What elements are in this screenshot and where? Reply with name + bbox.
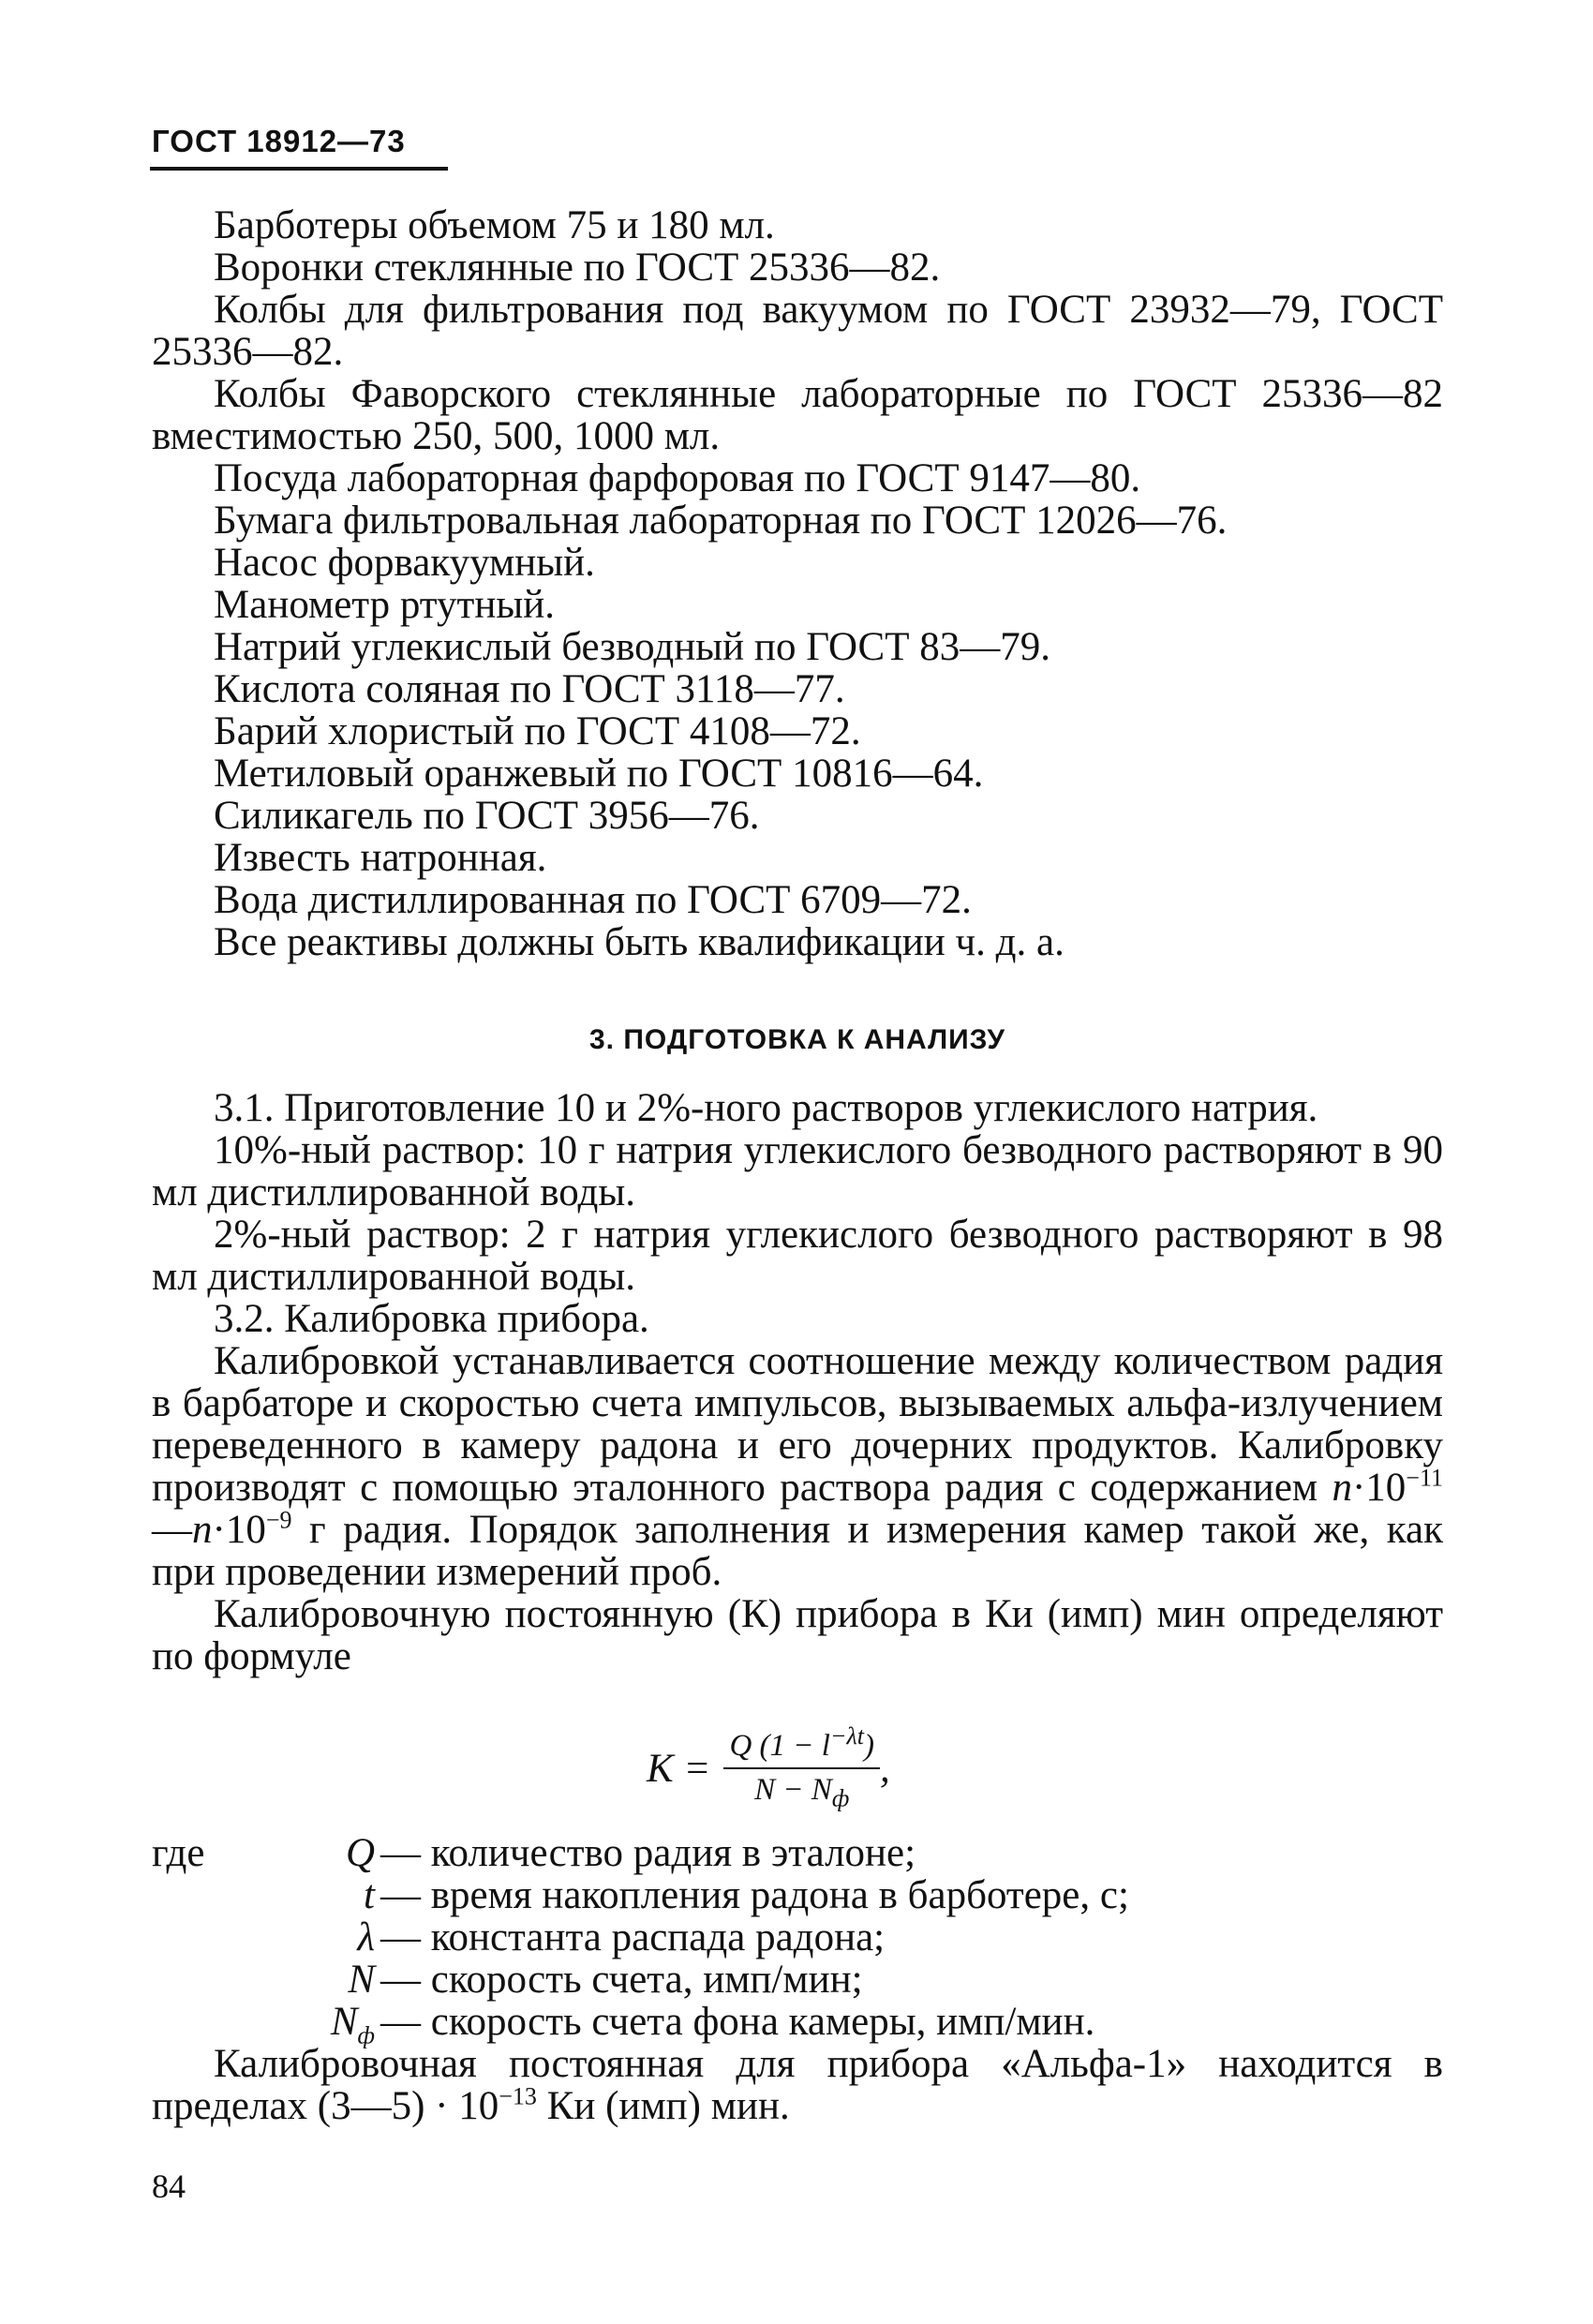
- definition-row: [152, 1832, 1443, 1874]
- definition-text: — константа распада радона;: [380, 1915, 886, 1959]
- calibration-dash: —: [152, 1508, 192, 1552]
- where-lead: где: [152, 1831, 205, 1875]
- paragraph-calibration: [152, 1340, 1443, 1593]
- paragraph-3-1: 3.1. Приготовление 10 и 2%-ного растворов углекислого натрия.: [214, 1086, 1318, 1130]
- denominator-text: N − N: [754, 1773, 832, 1807]
- calibration-n2: n: [192, 1508, 213, 1552]
- definition-row: [152, 1959, 1443, 2001]
- definition-symbol: [357, 1916, 375, 1959]
- definition-text: — скорость счета, имп/мин;: [380, 1958, 863, 2002]
- definition-text: — скорость счета фона камеры, имп/мин.: [380, 2000, 1095, 2044]
- denominator-subscript: ф: [831, 1784, 850, 1812]
- paragraph-closing: [152, 2043, 1443, 2127]
- list-item: Колбы Фаворского стеклянные лабораторные по ГОСТ 25336—82 вместимостью 250, 500, 1000 мл.: [152, 372, 1443, 458]
- definition-row: [152, 1916, 1443, 1959]
- symbol-text: Q: [345, 1831, 375, 1875]
- list-item: Бумага фильтровальная лабораторная по ГОСТ 12026—76.: [214, 499, 1228, 543]
- formula-lhs: K =: [647, 1746, 711, 1791]
- section-heading: 3. ПОДГОТОВКА К АНАЛИЗУ: [589, 1024, 1005, 1055]
- symbol-text: t: [364, 1873, 375, 1917]
- list-item: Барботеры объемом 75 и 180 мл.: [214, 203, 775, 247]
- list-item: Колбы для фильтрования под вакуумом по ГОСТ 23932—79, ГОСТ 25336—82.: [152, 288, 1443, 374]
- calibration-formula: [647, 1722, 890, 1812]
- list-item: Вода дистиллированная по ГОСТ 6709—72.: [214, 878, 972, 922]
- numerator-text: Q (1 − l: [729, 1729, 830, 1763]
- definition-symbol: [346, 1832, 375, 1874]
- symbol-text: λ: [357, 1915, 375, 1959]
- calibration-text-b: г радия. Порядок заполнения и измерения камер такой же, как при проведении измерений проб.: [152, 1508, 1443, 1594]
- where-definitions: [152, 1831, 1443, 2049]
- list-item: Манометр ртутный.: [214, 583, 555, 627]
- paragraph-constant-intro: Калибровочную постоянную (К) прибора в Ки (имп) мин определяют по формуле: [152, 1592, 1443, 1678]
- calibration-exp2: −9: [265, 1506, 292, 1534]
- section-body: [152, 1087, 1443, 1677]
- numerator-close: ): [864, 1729, 874, 1763]
- list-item: Насос форвакуумный.: [214, 541, 595, 585]
- closing-paragraph: [152, 2043, 1443, 2127]
- calibration-ten2: ·10: [212, 1508, 266, 1552]
- definition-symbol: [364, 1874, 375, 1916]
- list-item: Известь натронная.: [214, 836, 547, 880]
- definition-text: — время накопления радона в барботере, с;: [380, 1873, 1129, 1917]
- formula-numerator: [723, 1722, 880, 1769]
- header-rule: [150, 167, 448, 171]
- definition-row: [152, 2000, 1443, 2049]
- closing-text-a: Калибровочная постоянная для прибора «Альфа-1» находится в пределах (3—5) · 10: [152, 2042, 1443, 2128]
- numerator-exponent: −λt: [829, 1722, 864, 1750]
- list-item: Натрий углекислый безводный по ГОСТ 83—79.: [214, 625, 1051, 669]
- list-item: Кислота соляная по ГОСТ 3118—77.: [214, 667, 845, 711]
- calibration-exp1: −11: [1406, 1464, 1443, 1492]
- definition-symbol: [348, 1959, 375, 2001]
- equipment-list: [152, 204, 1443, 963]
- formula-fraction: [723, 1722, 880, 1812]
- formula-trailing-comma: ,: [880, 1746, 890, 1791]
- running-header: ГОСТ 18912—73: [152, 124, 406, 158]
- definition-text: — количество радия в эталоне;: [380, 1831, 916, 1875]
- list-item: Барий хлористый по ГОСТ 4108—72.: [214, 709, 861, 753]
- page-number: 84: [152, 2168, 186, 2205]
- paragraph-2-percent: 2%-ный раствор: 2 г натрия углекислого безводного растворяют в 98 мл дистиллированной воды.: [152, 1213, 1443, 1299]
- paragraph-3-2: 3.2. Калибровка прибора.: [214, 1297, 649, 1341]
- list-item: Посуда лабораторная фарфоровая по ГОСТ 9147—80.: [214, 456, 1141, 500]
- calibration-text-a: Калибровкой устанавливается соотношение между количеством радия в барбаторе и скоростью счета импульсов, вызываемых альфа-излучением переведенного в камеру радона и его дочерних продуктов. Калибровку производят с помощью эталонного раствора радия с содержанием: [152, 1339, 1443, 1510]
- list-item: Все реактивы должны быть квалификации ч. д. а.: [214, 920, 1064, 964]
- calibration-ten1: ·10: [1351, 1466, 1407, 1510]
- closing-text-b: Ки (имп) мин.: [536, 2084, 790, 2128]
- symbol-text: N: [330, 2000, 358, 2044]
- definition-row: [152, 1874, 1443, 1916]
- formula-denominator: [754, 1769, 850, 1812]
- calibration-n1: n: [1332, 1466, 1352, 1510]
- closing-exponent: −13: [499, 2082, 537, 2110]
- list-item: Метиловый оранжевый по ГОСТ 10816—64.: [214, 752, 984, 796]
- symbol-text: N: [348, 1958, 375, 2002]
- list-item: Силикагель по ГОСТ 3956—76.: [214, 794, 760, 838]
- symbol-subscript: ф: [357, 2021, 375, 2049]
- definition-symbol: [330, 2000, 375, 2049]
- list-item: Воронки стеклянные по ГОСТ 25336—82.: [214, 246, 941, 290]
- paragraph-10-percent: 10%-ный раствор: 10 г натрия углекислого безводного растворяют в 90 мл дистиллированной воды.: [152, 1128, 1443, 1214]
